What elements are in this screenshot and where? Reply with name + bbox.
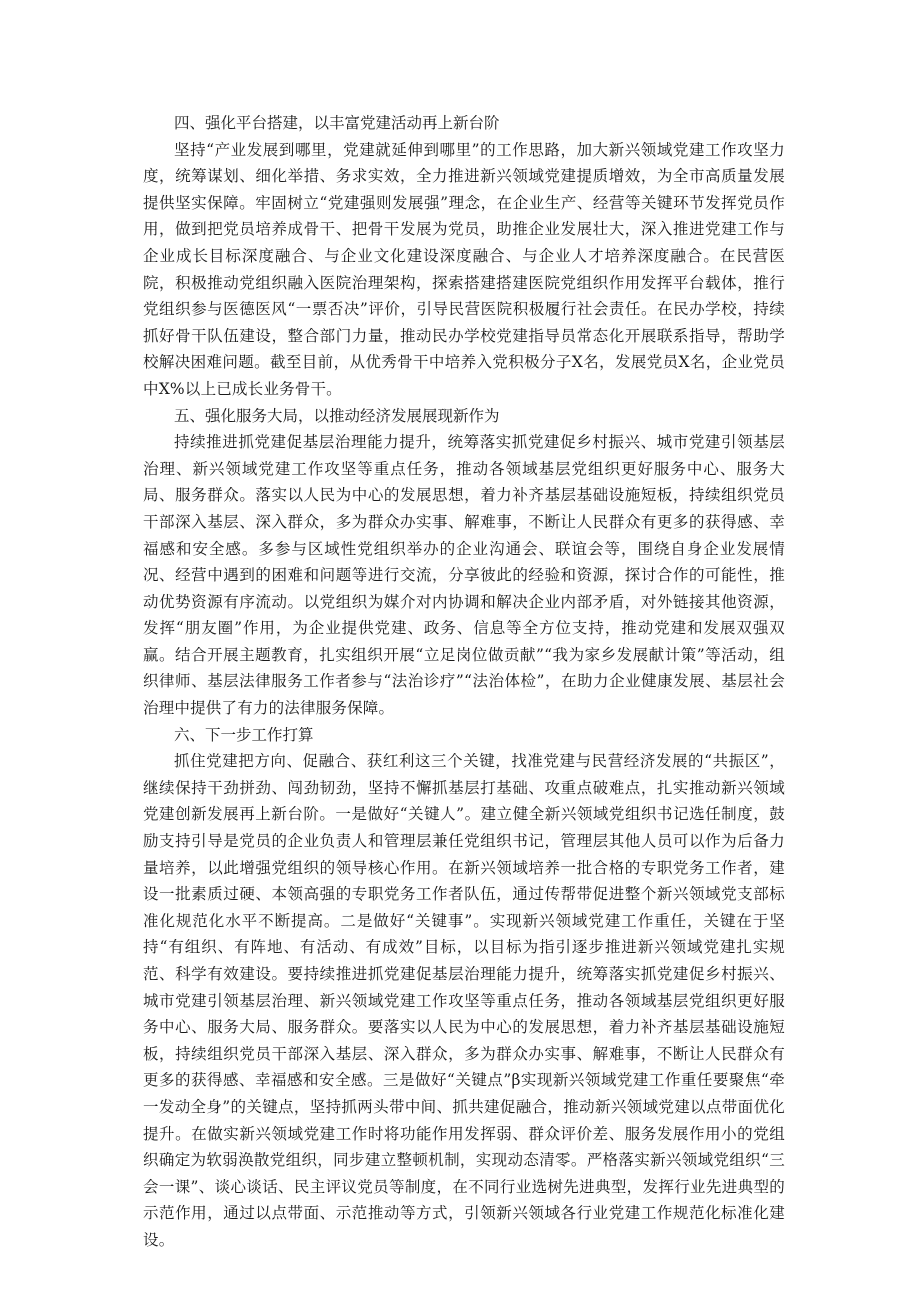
section-4	[143, 110, 785, 403]
document-page	[143, 110, 785, 1254]
section-6	[143, 722, 785, 1254]
section-5	[143, 403, 785, 722]
section-paragraph: 抓住党建把方向、促融合、获红利这三个关键，找准党建与民营经济发展的“共振区”，继续保持干劲拼劲、闯劲韧劲，坚持不懈抓基层打基础、攻重点破难点，扎实推动新兴领域党建创新发展再上新台阶。一是做好“关键人”。建立健全新兴领域党组织书记选任制度，鼓励支持引导是党员的企业负责人和管理层兼任党组织书记，管理层其他人员可以作为后备力量培养，以此增强党组织的领导核心作用。在新兴领域培养一批合格的专职党务工作者，建设一批素质过硬、本领高强的专职党务工作者队伍，通过传帮带促进整个新兴领域党支部标准化规范化水平不断提高。二是做好“关键事”。实现新兴领域党建工作重任，关键在于坚持“有组织、有阵地、有活动、有成效”目标，以目标为指引逐步推进新兴领域党建扎实规范、科学有效建设。要持续推进抓党建促基层治理能力提升，统筹落实抓党建促乡村振兴、城市党建引领基层治理、新兴领域党建工作攻坚等重点任务，推动各领域基层党组织更好服务中心、服务大局、服务群众。要落实以人民为中心的发展思想，着力补齐基层基础设施短板，持续组织党员干部深入基层、深入群众，多为群众办实事、解难事，不断让人民群众有更多的获得感、幸福感和安全感。三是做好“关键点”β实现新兴领域党建工作重任要聚焦“牵一发动全身”的关键点，坚持抓两头带中间、抓共建促融合，推动新兴领域党建以点带面优化提升。在做实新兴领域党建工作时将功能作用发挥弱、群众评价差、服务发展作用小的党组织确定为软弱涣散党组织，同步建立整顿机制，实现动态清零。严格落实新兴领域党组织“三会一课”、谈心谈话、民主评议党员等制度，在不同行业选树先进典型，发挥行业先进典型的示范作用，通过以点带面、示范推动等方式，引领新兴领域各行业党建工作规范化标准化建设。	[143, 752, 785, 1249]
section-heading: 六、下一步工作打算	[174, 725, 314, 744]
section-heading: 四、强化平台搭建，以丰富党建活动再上新台阶	[174, 114, 500, 132]
section-paragraph: 坚持“产业发展到哪里，党建就延伸到哪里”的工作思路，加大新兴领域党建工作攻坚力度，统筹谋划、细化举措、务求实效，全力推进新兴领域党建提质增效，为全市高质量发展提供坚实保障。牢固树立“党建强则发展强”理念，在企业生产、经营等关键环节发挥党员作用，做到把党员培养成骨干、把骨干发展为党员，助推企业发展壮大，深入推进党建工作与企业成长目标深度融合、与企业文化建设深度融合、与企业人才培养深度融合。在民营医院，积极推动党组织融入医院治理架构，探索搭建搭建医院党组织作用发挥平台载体，推行党组织参与医德医风“一票否决”评价，引导民营医院积极履行社会责任。在民办学校，持续抓好骨干队伍建设，整合部门力量，推动民办学校党建指导员常态化开展联系指导，帮助学校解决困难问题。截至目前，从优秀骨干中培养入党积极分子X名，发展党员X名，企业党员中X%以上已成长业务骨干。	[143, 140, 785, 398]
section-paragraph: 持续推进抓党建促基层治理能力提升，统筹落实抓党建促乡村振兴、城市党建引领基层治理、新兴领域党建工作攻坚等重点任务，推动各领域基层党组织更好服务中心、服务大局、服务群众。落实以人民为中心的发展思想，着力补齐基层基础设施短板，持续组织党员干部深入基层、深入群众，多为群众办实事、解难事，不断让人民群众有更多的获得感、幸福感和安全感。多参与区域性党组织举办的企业沟通会、联谊会等，围绕自身企业发展情况、经营中遇到的困难和问题等进行交流，分享彼此的经验和资源，探讨合作的可能性，推动优势资源有序流动。以党组织为媒介对内协调和解决企业内部矛盾，对外链接其他资源，发挥“朋友圈”作用，为企业提供党建、政务、信息等全方位支持，推动党建和发展双强双赢。结合开展主题教育，扎实组织开展“立足岗位做贡献”“我为家乡发展献计策”等活动，组织律师、基层法律服务工作者参与“法治诊疗”“法治体检”，在助力企业健康发展、基层社会治理中提供了有力的法律服务保障。	[143, 433, 785, 718]
section-heading: 五、强化服务大局，以推动经济发展展现新作为	[174, 406, 500, 425]
